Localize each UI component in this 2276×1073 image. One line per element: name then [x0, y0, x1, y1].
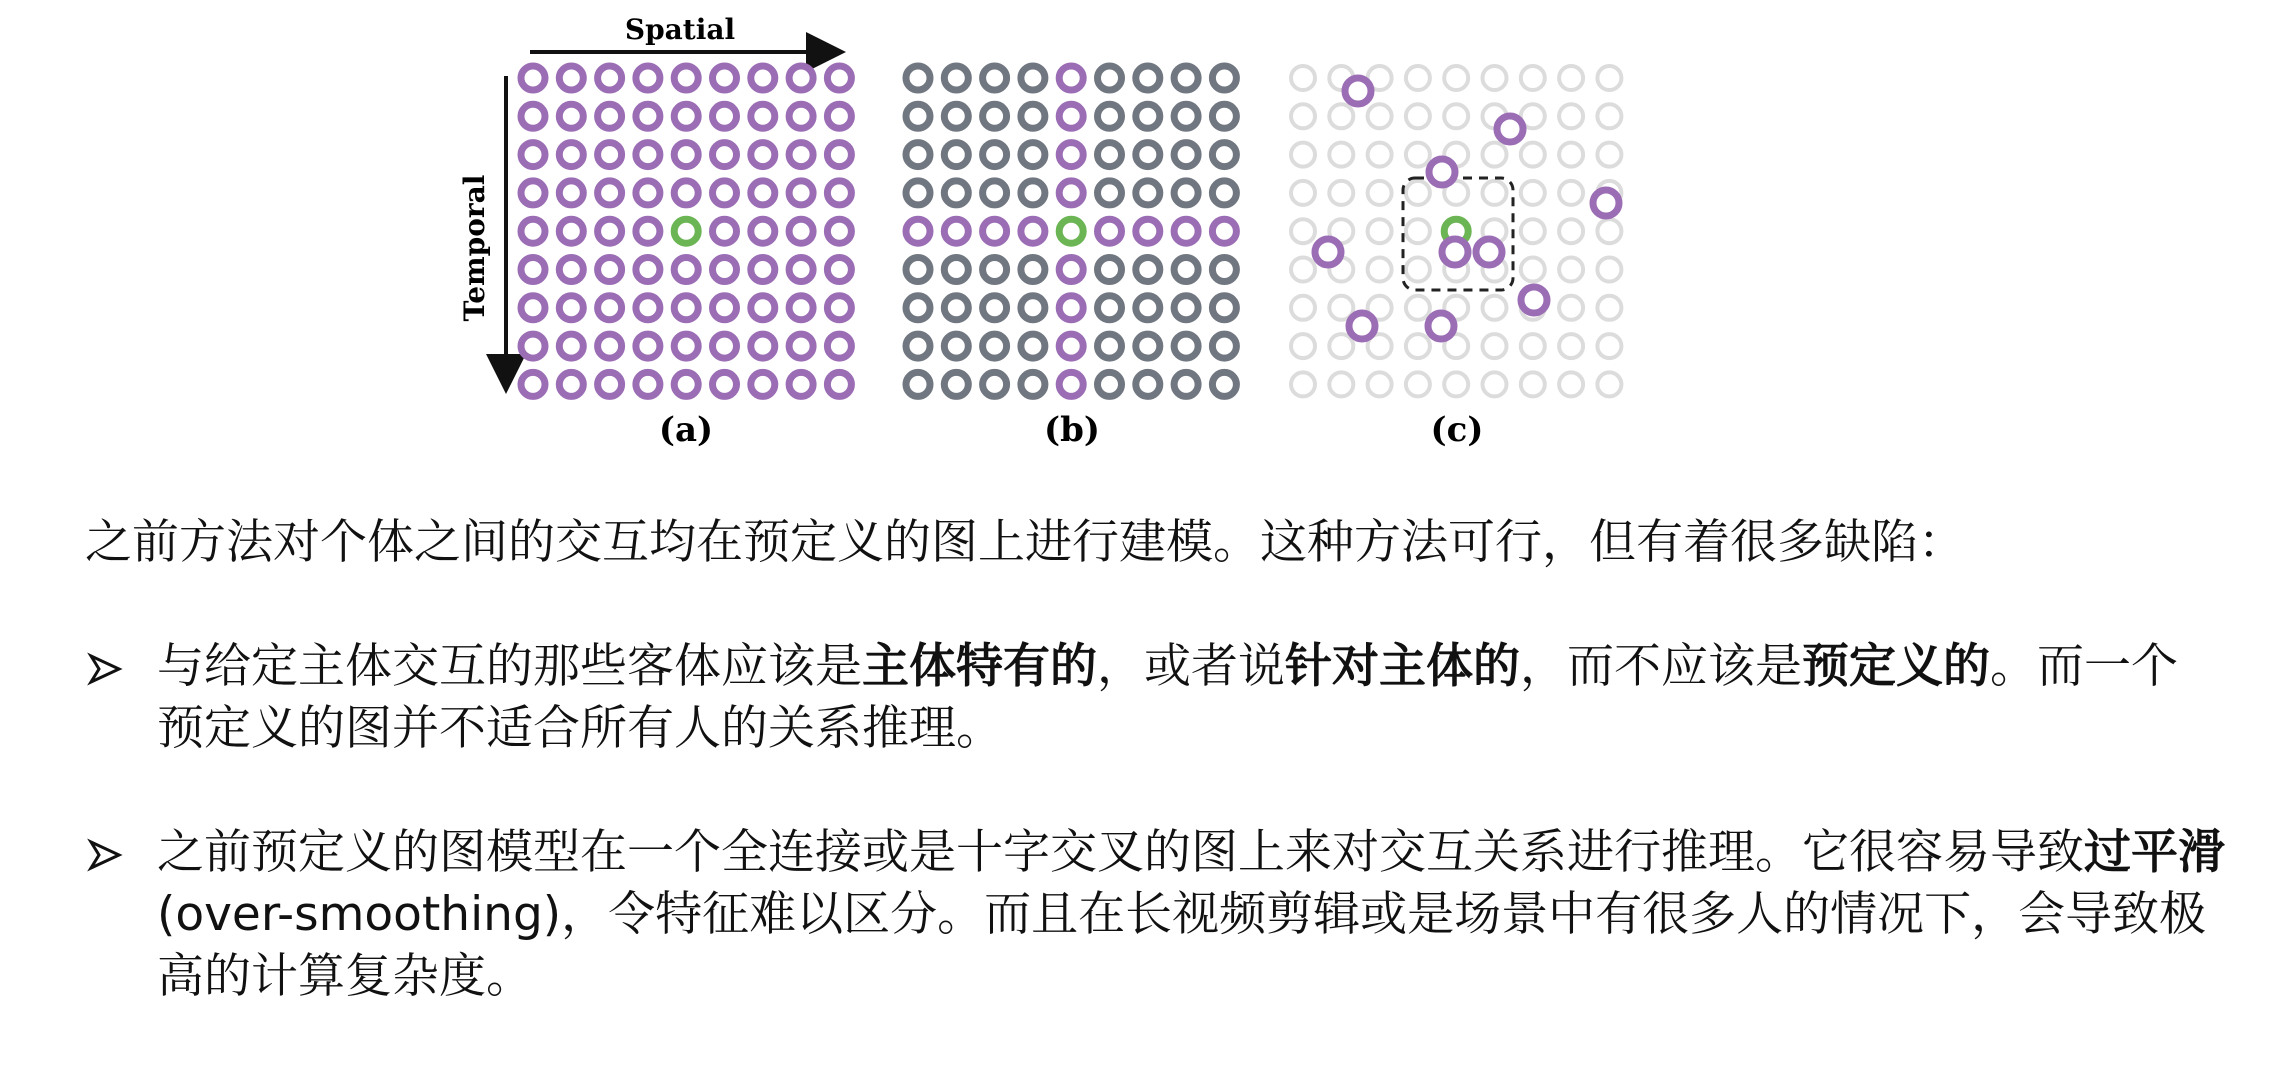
- graph-node: [1021, 143, 1045, 167]
- graph-node: [1212, 143, 1236, 167]
- figure-graph-comparison: [0, 0, 2276, 470]
- graph-node: [713, 334, 737, 358]
- graph-node: [1597, 219, 1621, 243]
- graph-node: [1444, 66, 1468, 90]
- graph-node: [1483, 66, 1507, 90]
- graph-node: [944, 143, 968, 167]
- graph-node: [713, 258, 737, 282]
- graph-node: [751, 219, 775, 243]
- graph-node: [1098, 143, 1122, 167]
- graph-node: [521, 104, 545, 128]
- graph-node: [1291, 181, 1315, 205]
- graph-node: [598, 334, 622, 358]
- sampled-node: [1349, 313, 1375, 339]
- graph-node: [1291, 143, 1315, 167]
- graph-node: [1406, 66, 1430, 90]
- sampled-node: [1428, 313, 1454, 339]
- intro-text: 之前方法对个体之间的交互均在预定义的图上进行建模。这种方法可行，但有着很多缺陷：: [85, 515, 1965, 570]
- graph-node: [1559, 258, 1583, 282]
- graph-node: [827, 372, 851, 396]
- sampled-node: [1429, 159, 1455, 185]
- graph-node: [636, 258, 660, 282]
- graph-node: [636, 66, 660, 90]
- graph-node: [674, 66, 698, 90]
- graph-node: [944, 181, 968, 205]
- graph-node: [674, 372, 698, 396]
- graph-node: [1021, 334, 1045, 358]
- graph-node: [1021, 104, 1045, 128]
- spatial-axis-label: Spatial: [624, 13, 736, 46]
- bullet-1-text-2: ，或者说: [1097, 639, 1285, 694]
- graph-node: [713, 143, 737, 167]
- graph-node: [906, 219, 930, 243]
- graph-node: [789, 219, 813, 243]
- graph-node: [1329, 143, 1353, 167]
- graph-node: [636, 296, 660, 320]
- graph-node: [827, 219, 851, 243]
- graph-node: [713, 104, 737, 128]
- bullet-1-bold-1: 主体特有的: [862, 639, 1097, 694]
- graph-node: [1483, 296, 1507, 320]
- graph-node: [1212, 296, 1236, 320]
- graph-node: [1406, 334, 1430, 358]
- sampled-node: [1345, 78, 1371, 104]
- graph-node: [1174, 66, 1198, 90]
- sampled-node: [1497, 116, 1523, 142]
- graph-node: [1406, 219, 1430, 243]
- graph-node: [1559, 334, 1583, 358]
- graph-node: [1291, 66, 1315, 90]
- graph-node: [1521, 334, 1545, 358]
- graph-node: [1406, 296, 1430, 320]
- graph-node: [789, 66, 813, 90]
- bullet-1-bold-2: 针对主体的: [1285, 639, 1520, 694]
- graph-node: [1174, 258, 1198, 282]
- graph-node: [1174, 372, 1198, 396]
- graph-node: [1406, 104, 1430, 128]
- graph-node: [906, 143, 930, 167]
- panel-c-adaptive-graph: [1291, 66, 1621, 396]
- graph-node: [521, 258, 545, 282]
- graph-node: [983, 219, 1007, 243]
- graph-node: [944, 104, 968, 128]
- graph-node: [827, 296, 851, 320]
- graph-node: [1368, 372, 1392, 396]
- graph-node: [1021, 219, 1045, 243]
- graph-node: [1559, 219, 1583, 243]
- panel-label-b: (b): [1044, 410, 1100, 450]
- graph-node: [1059, 143, 1083, 167]
- graph-node: [1368, 104, 1392, 128]
- graph-node: [1136, 143, 1160, 167]
- graph-node: [827, 334, 851, 358]
- graph-node: [1597, 296, 1621, 320]
- graph-node: [983, 143, 1007, 167]
- graph-node: [521, 334, 545, 358]
- graph-node: [983, 334, 1007, 358]
- graph-node: [1521, 181, 1545, 205]
- graph-node: [713, 219, 737, 243]
- graph-node: [1521, 258, 1545, 282]
- graph-node: [1521, 66, 1545, 90]
- bullet-1-text-4: 。而一个预定义的图并不适合所有人的关系推理。: [157, 639, 2178, 756]
- graph-node: [1098, 219, 1122, 243]
- graph-node: [1098, 258, 1122, 282]
- graph-node: [906, 334, 930, 358]
- graph-node: [1559, 143, 1583, 167]
- graph-node: [751, 66, 775, 90]
- graph-node: [827, 104, 851, 128]
- graph-node: [944, 66, 968, 90]
- graph-node: [1098, 104, 1122, 128]
- graph-node: [789, 296, 813, 320]
- graph-node: [674, 104, 698, 128]
- graph-node: [521, 66, 545, 90]
- graph-node: [906, 258, 930, 282]
- graph-node: [598, 181, 622, 205]
- graph-node: [598, 66, 622, 90]
- graph-node: [827, 143, 851, 167]
- graph-node: [598, 258, 622, 282]
- graph-node: [1059, 104, 1083, 128]
- bullet-item-1: [85, 636, 2217, 760]
- graph-node: [1098, 334, 1122, 358]
- graph-node: [983, 258, 1007, 282]
- graph-node: [1212, 372, 1236, 396]
- graph-node: [944, 372, 968, 396]
- graph-node: [1521, 143, 1545, 167]
- graph-node: [1559, 66, 1583, 90]
- graph-node: [636, 334, 660, 358]
- graph-node: [906, 181, 930, 205]
- graph-node: [1291, 372, 1315, 396]
- graph-node: [1021, 372, 1045, 396]
- graph-node: [1136, 219, 1160, 243]
- graph-node: [559, 296, 583, 320]
- graph-node: [789, 372, 813, 396]
- graph-node: [1059, 181, 1083, 205]
- graph-node: [1291, 258, 1315, 282]
- graph-node: [674, 181, 698, 205]
- graph-node: [1597, 372, 1621, 396]
- graph-node: [521, 296, 545, 320]
- graph-node: [1368, 143, 1392, 167]
- graph-node: [1212, 104, 1236, 128]
- graph-node: [1174, 334, 1198, 358]
- graph-node: [1597, 143, 1621, 167]
- graph-node: [598, 219, 622, 243]
- graph-node: [789, 181, 813, 205]
- graph-node: [1329, 334, 1353, 358]
- graph-node: [1291, 334, 1315, 358]
- graph-node: [636, 104, 660, 128]
- graph-node: [1368, 219, 1392, 243]
- sampled-node: [1442, 239, 1468, 265]
- graph-node: [636, 143, 660, 167]
- graph-node: [789, 104, 813, 128]
- graph-node: [521, 181, 545, 205]
- graph-node: [1174, 143, 1198, 167]
- graph-node: [559, 372, 583, 396]
- graph-node: [1136, 258, 1160, 282]
- graph-node: [906, 104, 930, 128]
- graph-node: [1329, 104, 1353, 128]
- bullet-2-text-2: (over-smoothing)，令特征难以区分。而且在长视频剪辑或是场景中有很多人的情况下，会导致极高的计算复杂度。: [157, 887, 2207, 1004]
- graph-node: [1291, 104, 1315, 128]
- bullet-item-2: [85, 822, 2237, 1008]
- graph-node: [944, 258, 968, 282]
- graph-node: [1136, 372, 1160, 396]
- graph-node: [521, 219, 545, 243]
- graph-node: [1483, 143, 1507, 167]
- panel-b-cross-graph: [906, 66, 1236, 396]
- graph-node: [1174, 104, 1198, 128]
- graph-node: [1597, 66, 1621, 90]
- graph-node: [1059, 296, 1083, 320]
- graph-node: [827, 258, 851, 282]
- graph-node: [1406, 181, 1430, 205]
- graph-node: [713, 66, 737, 90]
- graph-node: [1597, 334, 1621, 358]
- graph-node: [1329, 181, 1353, 205]
- graph-node: [1136, 104, 1160, 128]
- graph-node: [559, 334, 583, 358]
- graph-node: [906, 372, 930, 396]
- graph-node: [598, 143, 622, 167]
- graph-node: [1212, 258, 1236, 282]
- graph-node: [1136, 296, 1160, 320]
- graph-node: [1174, 219, 1198, 243]
- graph-node: [559, 219, 583, 243]
- graph-node: [789, 334, 813, 358]
- graph-node: [1136, 334, 1160, 358]
- bullet-2-bold-1: 过平滑: [2084, 825, 2225, 880]
- graph-node: [1136, 181, 1160, 205]
- graph-node: [906, 66, 930, 90]
- graph-node: [1406, 372, 1430, 396]
- graph-node: [1059, 258, 1083, 282]
- graph-node: [1212, 66, 1236, 90]
- graph-node: [1329, 372, 1353, 396]
- graph-node: [751, 296, 775, 320]
- graph-node: [674, 258, 698, 282]
- bullet-1-text-1: 与给定主体交互的那些客体应该是: [157, 639, 862, 694]
- arrow-bullet-icon: [85, 822, 125, 884]
- graph-node: [598, 372, 622, 396]
- graph-node: [751, 181, 775, 205]
- graph-node: [1444, 104, 1468, 128]
- text-block: [85, 512, 2235, 1008]
- graph-node: [1521, 372, 1545, 396]
- graph-node: [713, 296, 737, 320]
- graph-node: [674, 143, 698, 167]
- sampled-node: [1315, 239, 1341, 265]
- graph-node: [1483, 334, 1507, 358]
- graph-node: [1444, 372, 1468, 396]
- graph-node: [1521, 219, 1545, 243]
- graph-node: [1406, 258, 1430, 282]
- graph-node: [1059, 66, 1083, 90]
- graph-node: [636, 181, 660, 205]
- sampled-node: [1476, 239, 1502, 265]
- graph-node: [944, 296, 968, 320]
- center-node: [674, 219, 698, 243]
- graph-node: [521, 372, 545, 396]
- graph-node: [751, 372, 775, 396]
- graph-node: [521, 143, 545, 167]
- graph-node: [1597, 104, 1621, 128]
- graph-node: [906, 296, 930, 320]
- graph-node: [598, 296, 622, 320]
- graph-node: [559, 181, 583, 205]
- graph-node: [789, 143, 813, 167]
- graph-node: [1174, 296, 1198, 320]
- graph-node: [1021, 66, 1045, 90]
- graph-node: [983, 181, 1007, 205]
- panel-label-c: (c): [1430, 410, 1484, 450]
- graph-node: [1291, 296, 1315, 320]
- graph-node: [751, 143, 775, 167]
- graph-node: [944, 334, 968, 358]
- graph-node: [1136, 66, 1160, 90]
- graph-node: [559, 104, 583, 128]
- bullet-2-text-1: 之前预定义的图模型在一个全连接或是十字交叉的图上来对交互关系进行推理。它很容易导致: [157, 825, 2084, 880]
- graph-node: [1212, 219, 1236, 243]
- graph-node: [1021, 181, 1045, 205]
- graph-node: [713, 372, 737, 396]
- graph-node: [636, 219, 660, 243]
- graph-node: [1368, 181, 1392, 205]
- graph-node: [1406, 143, 1430, 167]
- graph-node: [1483, 181, 1507, 205]
- graph-node: [1559, 372, 1583, 396]
- graph-node: [1212, 181, 1236, 205]
- graph-node: [1098, 372, 1122, 396]
- graph-node: [1559, 181, 1583, 205]
- graph-node: [559, 66, 583, 90]
- graph-node: [636, 372, 660, 396]
- graph-node: [944, 219, 968, 243]
- bullet-1-text-3: ，而不应该是: [1520, 639, 1802, 694]
- graph-node: [1059, 372, 1083, 396]
- graph-node: [674, 296, 698, 320]
- graph-node: [827, 66, 851, 90]
- graph-node: [1559, 296, 1583, 320]
- panel-label-a: (a): [658, 410, 714, 450]
- graph-node: [1212, 334, 1236, 358]
- graph-node: [983, 104, 1007, 128]
- graph-node: [1291, 219, 1315, 243]
- panel-a-full-graph: [521, 66, 851, 396]
- graph-node: [827, 181, 851, 205]
- bullet-1-bold-3: 预定义的: [1802, 639, 1990, 694]
- graph-node: [789, 258, 813, 282]
- graph-node: [559, 258, 583, 282]
- graph-node: [713, 181, 737, 205]
- temporal-axis-label: Temporal: [458, 174, 491, 322]
- graph-node: [983, 66, 1007, 90]
- arrow-bullet-icon: [85, 636, 125, 698]
- graph-node: [1021, 296, 1045, 320]
- graph-node: [1021, 258, 1045, 282]
- graph-node: [1597, 258, 1621, 282]
- graph-node: [1483, 372, 1507, 396]
- graph-node: [983, 372, 1007, 396]
- sampled-node: [1521, 287, 1547, 313]
- sampled-node: [1593, 190, 1619, 216]
- graph-node: [598, 104, 622, 128]
- graph-node: [751, 258, 775, 282]
- graph-node: [559, 143, 583, 167]
- graph-node: [1098, 66, 1122, 90]
- graph-node: [1559, 104, 1583, 128]
- graph-node: [674, 334, 698, 358]
- graph-node: [751, 104, 775, 128]
- graph-node: [751, 334, 775, 358]
- graph-node: [1098, 296, 1122, 320]
- graph-node: [1098, 181, 1122, 205]
- graph-node: [983, 296, 1007, 320]
- graph-node: [1368, 258, 1392, 282]
- graph-node: [1174, 181, 1198, 205]
- center-node: [1059, 219, 1083, 243]
- graph-node: [1059, 334, 1083, 358]
